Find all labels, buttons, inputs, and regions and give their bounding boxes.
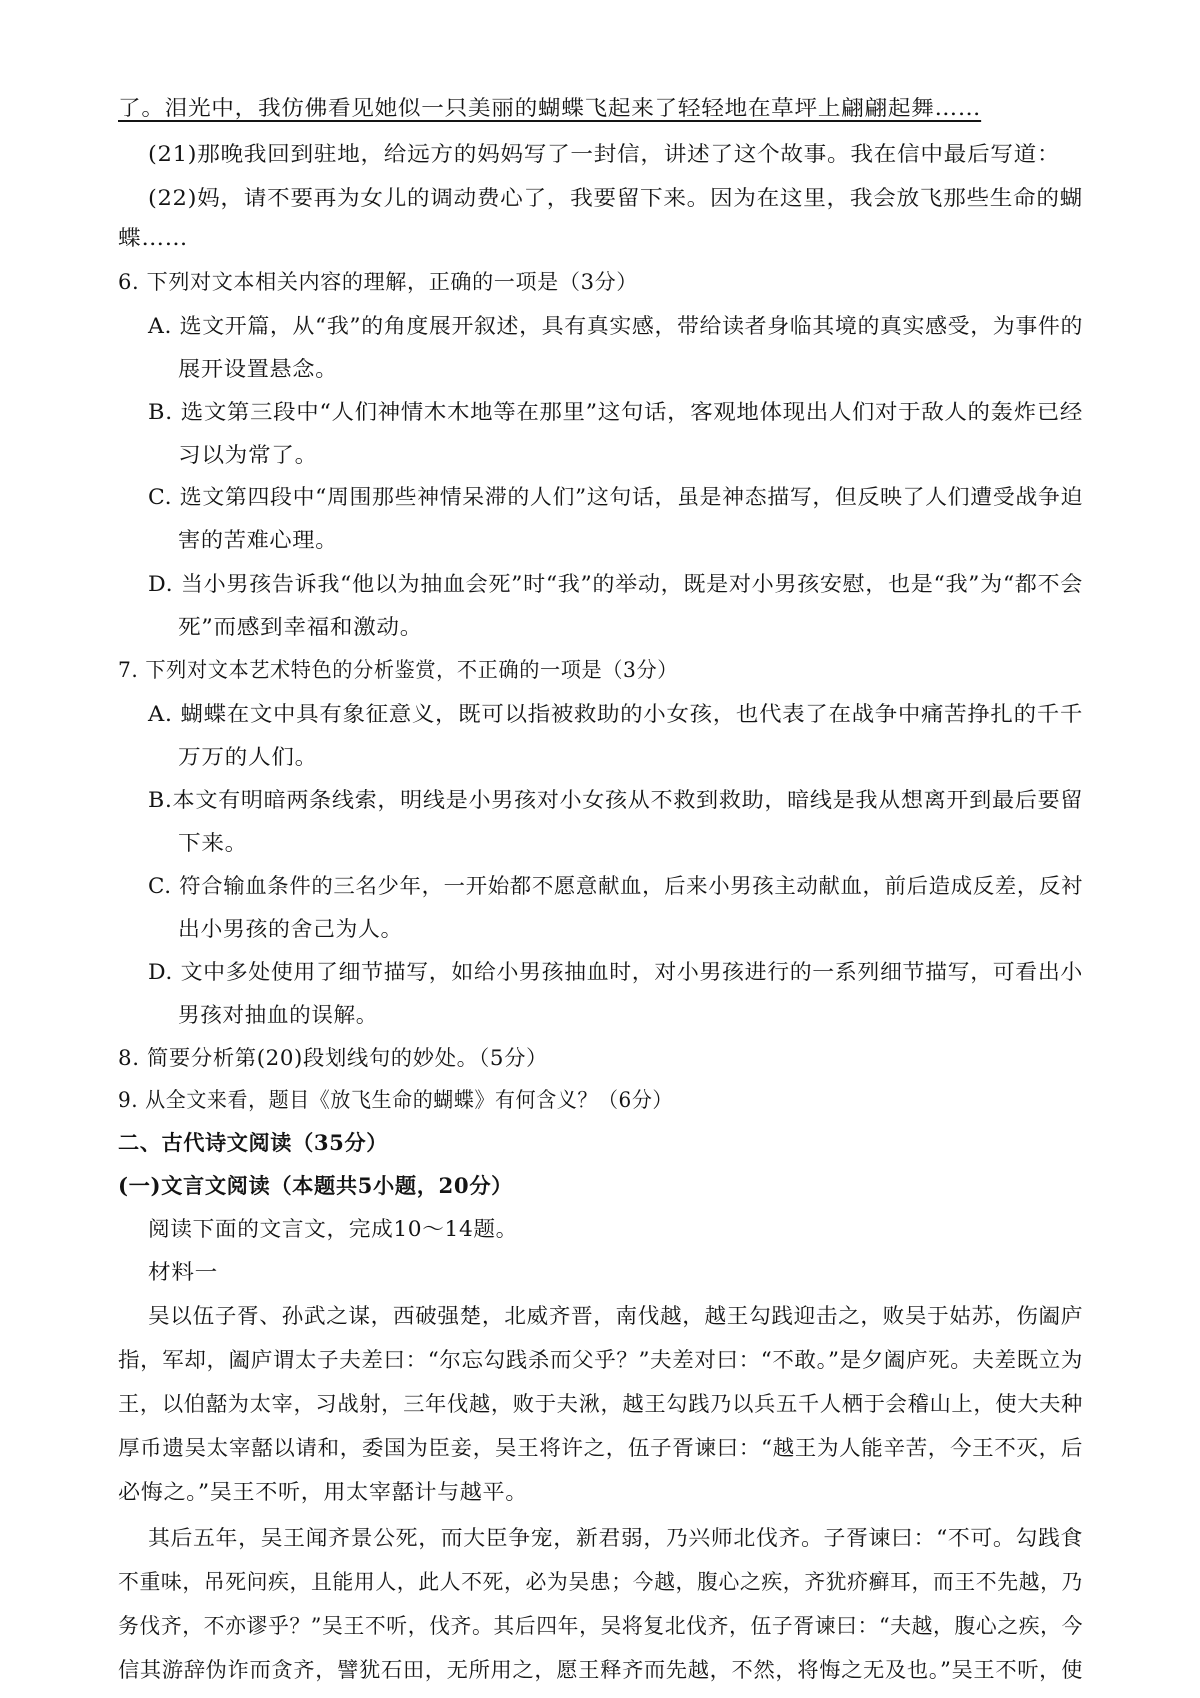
text-line-content: B. 选文第三段中“人们神情木木地等在那里”这句话，客观地体现出人们对于敌人的轰炸已经 <box>148 400 1083 424</box>
text-line-content: 指，军却，阖庐谓太子夫差曰：“尔忘勾践杀而父乎？”夫差对曰：“不敢。”是夕阖庐死。夫差既立为 <box>118 1348 1083 1372</box>
text-line-content: B.本文有明暗两条线索，明线是小男孩对小女孩从不救到救助，暗线是我从想离开到最后要留 <box>148 788 1083 812</box>
text-line <box>118 1611 1091 1641</box>
text-line <box>148 785 1083 815</box>
text-line <box>148 1301 1083 1331</box>
text-line-content: 吴以伍子胥、孙武之谋，西破强楚，北威齐晋，南伐越，越王勾践迎击之，败吴于姑苏，伤阖庐 <box>148 1304 1083 1328</box>
text-line-content: 不重味，吊死问疾，且能用人，此人不死，必为吴患；今越，腹心之疾，齐犹疥癣耳，而王不先越，乃 <box>118 1570 1083 1594</box>
text-line <box>118 1567 1090 1597</box>
text-line-content: A. 蝴蝶在文中具有象征意义，既可以指被救助的小女孩，也代表了在战争中痛苦挣扎的千千 <box>148 702 1083 726</box>
text-line-content: 厚币遗吴太宰嚭以请和，委国为臣妾，吴王将许之，伍子胥谏曰：“越王为人能辛苦，今王不灭，后 <box>118 1436 1083 1460</box>
text-line-content: 出小男孩的舍己为人。 <box>178 917 403 941</box>
text-line <box>118 1477 528 1507</box>
text-line <box>148 1214 518 1244</box>
text-line-content: (21)那晚我回到驻地，给远方的妈妈写了一封信，讲述了这个故事。我在信中最后写道： <box>148 142 1061 166</box>
text-line <box>118 1043 548 1073</box>
text-line-content: 8. 简要分析第(20)段划线句的妙处。（5分） <box>118 1046 548 1070</box>
text-line-content: D. 当小男孩告诉我“他以为抽血会死”时“我”的举动，既是对小男孩安慰，也是“我”为“都不会 <box>148 572 1083 596</box>
text-line <box>118 1433 1083 1463</box>
text-line-content: (一)文言文阅读（本题共5小题，20分） <box>118 1173 513 1198</box>
text-line <box>148 1523 1083 1553</box>
text-line <box>118 1389 1083 1419</box>
text-line-content: 9. 从全文来看，题目《放飞生命的蝴蝶》有何含义？（6分） <box>118 1088 673 1112</box>
text-line <box>178 914 403 944</box>
text-line-content: 二、古代诗文阅读（35分） <box>118 1130 388 1155</box>
text-line <box>118 1171 513 1201</box>
text-line <box>148 482 1083 512</box>
text-line-content: C. 选文第四段中“周围那些神情呆滞的人们”这句话，虽是神态描写，但反映了人们遭受战争迫 <box>148 485 1083 509</box>
text-line-content: 习以为常了。 <box>178 443 318 467</box>
text-line <box>178 525 338 555</box>
text-line-content: 7. 下列对文本艺术特色的分析鉴赏，不正确的一项是（3分） <box>118 658 678 682</box>
text-line-content: 蝶…… <box>118 226 188 250</box>
text-line <box>148 569 1083 599</box>
text-line <box>148 183 1083 213</box>
text-line <box>148 957 1083 987</box>
text-line <box>178 828 248 858</box>
text-line-content: 展开设置悬念。 <box>178 357 338 381</box>
text-line-content: 务伐齐，不亦谬乎？”吴王不听，伐齐。其后四年，吴将复北伐齐，伍子胥谏曰：“夫越，腹心之疾，今 <box>118 1614 1083 1638</box>
text-line-content: 必悔之。”吴王不听，用太宰嚭计与越平。 <box>118 1480 528 1504</box>
text-line <box>148 871 1083 901</box>
text-line <box>118 223 188 253</box>
text-line <box>118 1128 386 1158</box>
text-line <box>118 1655 1083 1685</box>
text-line-content: 王，以伯嚭为太宰，习战射，三年伐越，败于夫湫，越王勾践乃以兵五千人栖于会稽山上，使大夫种 <box>118 1392 1083 1416</box>
text-line <box>148 311 1083 341</box>
text-line <box>118 655 700 685</box>
text-line <box>118 1345 1083 1375</box>
text-line <box>118 1085 700 1115</box>
text-line-content: 害的苦难心理。 <box>178 528 338 552</box>
text-line <box>148 139 1061 169</box>
text-line <box>178 1000 378 1030</box>
text-line-content: A. 选文开篇，从“我”的角度展开叙述，具有真实感，带给读者身临其境的真实感受，为事件的 <box>148 314 1083 338</box>
text-line-content: 阅读下面的文言文，完成10～14题。 <box>148 1217 518 1241</box>
text-line-content: 下来。 <box>178 831 248 855</box>
text-line-content: C. 符合输血条件的三名少年，一开始都不愿意献血，后来小男孩主动献血，前后造成反差，反衬 <box>148 874 1083 898</box>
text-line <box>178 354 338 384</box>
text-line-content: (22)妈，请不要再为女儿的调动费心了，我要留下来。因为在这里，我会放飞那些生命的蝴 <box>148 186 1083 210</box>
text-line-content: D. 文中多处使用了细节描写，如给小男孩抽血时，对小男孩进行的一系列细节描写，可看出小 <box>148 960 1083 984</box>
text-line <box>148 699 1083 729</box>
text-line <box>148 1257 218 1287</box>
text-line <box>118 93 982 123</box>
text-line <box>178 440 318 470</box>
text-line-content: 万万的人们。 <box>178 745 318 769</box>
text-line-content: 信其游辞伪诈而贪齐，譬犹石田，无所用之，愿王释齐而先越，不然，将悔之无及也。”吴王不听，使 <box>118 1658 1083 1682</box>
text-line <box>178 612 423 642</box>
text-line <box>118 267 636 297</box>
text-line-content: 男孩对抽血的误解。 <box>178 1003 378 1027</box>
text-line-content: 6. 下列对文本相关内容的理解，正确的一项是（3分） <box>118 270 638 294</box>
text-line <box>178 742 318 772</box>
text-line <box>148 397 1083 427</box>
text-line-content: 其后五年，吴王闻齐景公死，而大臣争宠，新君弱，乃兴师北伐齐。子胥谏曰：“不可。勾践食 <box>148 1526 1083 1550</box>
text-line-content: 了。泪光中，我仿佛看见她似一只美丽的蝴蝶飞起来了轻轻地在草坪上翩翩起舞…… <box>118 96 982 120</box>
text-line-content: 材料一 <box>148 1260 218 1284</box>
text-line-content: 死”而感到幸福和激动。 <box>178 615 423 639</box>
